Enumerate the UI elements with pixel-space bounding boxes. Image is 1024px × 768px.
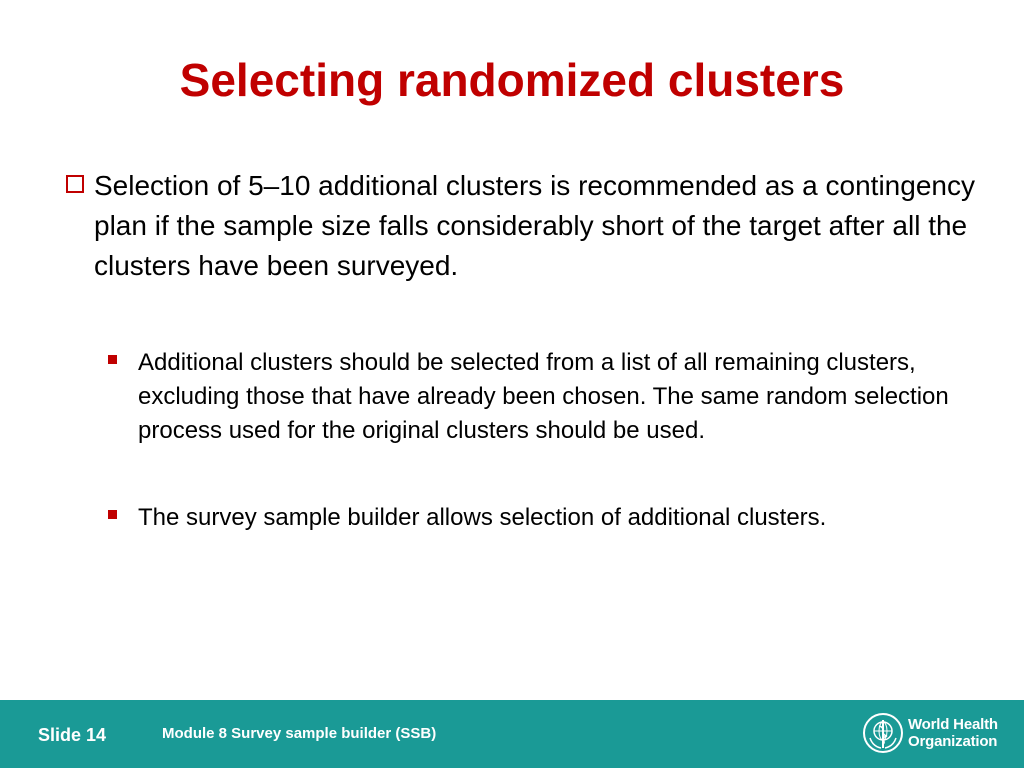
slide-number: Slide 14 <box>38 725 107 745</box>
who-logo <box>862 712 1012 756</box>
bullet-item <box>60 166 990 286</box>
checkbox-bullet-icon <box>66 175 84 193</box>
footer-bar <box>0 700 1024 768</box>
sub-bullet-item <box>106 346 986 448</box>
organization-name-line2: Organization <box>908 733 998 750</box>
slide-title: Selecting randomized clusters <box>179 54 845 106</box>
who-emblem-icon <box>862 712 904 754</box>
sub-bullet-item <box>106 501 986 535</box>
bullet-text: Selection of 5–10 additional clusters is recommended as a contingency plan if the sample size falls considerably short of the target after all the clusters have been surveyed. <box>94 170 975 281</box>
square-bullet-icon <box>108 510 117 519</box>
organization-name <box>908 716 998 750</box>
module-label: Module 8 Survey sample builder (SSB) <box>162 725 437 742</box>
organization-name-line1: World Health <box>908 716 998 733</box>
square-bullet-icon <box>108 355 117 364</box>
sub-bullet-text: The survey sample builder allows selection of additional clusters. <box>138 504 827 531</box>
sub-bullet-text: Additional clusters should be selected from a list of all remaining clusters, excluding those that have already been chosen. The same random selection process used for the original clusters should be used. <box>138 349 949 444</box>
